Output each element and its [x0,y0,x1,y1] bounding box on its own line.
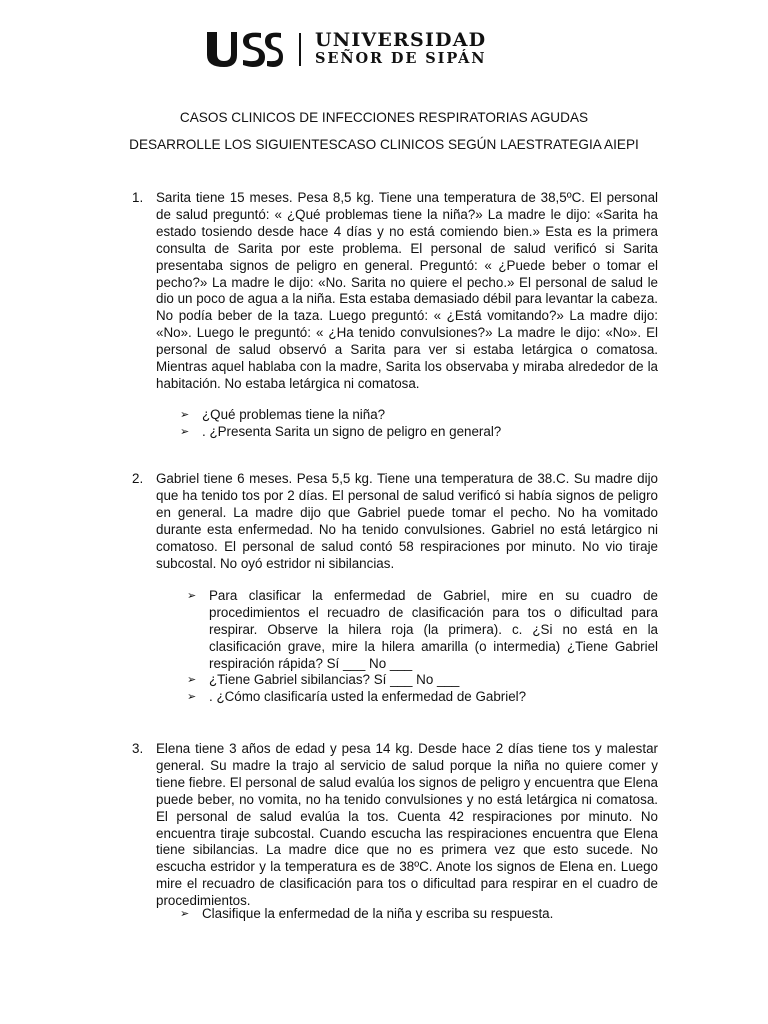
question-text: . ¿Presenta Sarita un signo de peligro en general? [202,424,502,439]
case-text: Sarita tiene 15 meses. Pesa 8,5 kg. Tiene una temperatura de 38,5ºC. El personal de salud preguntó: « ¿Qué problemas tiene la niña?» La madre le dijo: «Sarita ha estado tosiendo desde hace 4 días y no está comiendo bien.» Esta es la primera consulta de Sarita por este problema. El personal de salud verificó si Sarita presentaba signos de peligro en general. Preguntó: « ¿Puede beber o tomar el pecho?» La madre le dijo: «No. Sarita no quiere el pecho.» El personal de salud le dio un poco de agua a la niña. Esta estaba demasiado débil para levantar la cabeza. No podía beber de la taza. Luego preguntó: « ¿Está vomitando?» La madre dijo: «No». Luego le preguntó: « ¿Ha tenido convulsiones?» La madre le dijo: «No». El personal de salud observó a Sarita para ver si estaba letárgica o comatosa. Mientras aquel hablaba con la madre, Sarita los observaba y miraba alrededor de la habitación. No estaba letárgica ni comatosa. [156,190,658,391]
logo-line-2: SEÑOR DE SIPÁN [315,50,487,67]
case-text: Elena tiene 3 años de edad y pesa 14 kg. Desde hace 2 días tiene tos y malestar general. Su madre la trajo al servicio de salud porque la niña no quiere comer y tiene fiebre. El personal de salud evalúa los signos de peligro y encuentra que Elena puede beber, no vomita, no ha tenido convulsiones y no está letárgica ni comatosa. El personal de salud evalúa la tos. Cuenta 42 respiraciones por minuto. No encuentra tiraje subcostal. Cuando escucha las respiraciones encuentra que Elena tiene sibilancias. La madre dice que no es primera vez que esto sucede. No escucha estridor y la temperatura es de 38ºC. Anote los signos de Elena en. Luego mire el recuadro de clasificación para tos o dificultad para respirar en el cuadro de procedimientos. [156,741,658,909]
arrow-bullet-icon: ➢ [187,691,197,703]
arrow-bullet-icon: ➢ [180,908,190,920]
question-text: ¿Qué problemas tiene la niña? [202,407,386,422]
case-number: 1. [132,190,144,205]
case-number: 3. [132,741,144,756]
question-text: . ¿Cómo clasificaría usted la enfermedad de Gabriel? [209,689,527,704]
logo-wordmark [315,31,486,67]
question-text: Para clasificar la enfermedad de Gabriel, mire en su cuadro de procedimientos el recuadro de clasificación para tos o dificultad para respirar. Observe la hilera roja (la primera). c. ¿Si no está en la clasificación grave, mire la hilera amarilla (o intermedia) ¿Tiene Gabriel respiración rápida? Sí ___ No ___ [209,588,658,671]
document-subtitle: DESARROLLE LOS SIGUIENTESCASO CLINICOS SEGÚN LAESTRATEGIA AIEPI [129,137,639,152]
logo-divider [299,33,301,66]
arrow-bullet-icon: ➢ [187,590,197,602]
question-text: Clasifique la enfermedad de la niña y escriba su respuesta. [202,906,554,921]
arrow-bullet-icon: ➢ [180,409,190,421]
case-number: 2. [132,471,144,486]
logo-line-1: UNIVERSIDAD [315,29,487,51]
case-text: Gabriel tiene 6 meses. Pesa 5,5 kg. Tiene una temperatura de 38.C. Su madre dijo que ha tenido tos por 2 días. El personal de salud verificó si había signos de peligro en general. La madre dijo que Gabriel puede tomar el pecho. No ha vomitado durante esta enfermedad. No ha tenido convulsiones. Gabriel no está letárgico ni comatoso. El personal de salud contó 58 respiraciones por minuto. No vio tiraje subcostal. No oyó estridor ni sibilancias. [156,471,658,571]
uss-logo-mark [205,30,283,68]
arrow-bullet-icon: ➢ [180,426,190,438]
document-title: CASOS CLINICOS DE INFECCIONES RESPIRATORIAS AGUDAS [179,110,589,125]
question-text: ¿Tiene Gabriel sibilancias? Sí ___ No ___ [209,672,460,687]
arrow-bullet-icon: ➢ [187,674,197,686]
university-logo [205,30,550,70]
